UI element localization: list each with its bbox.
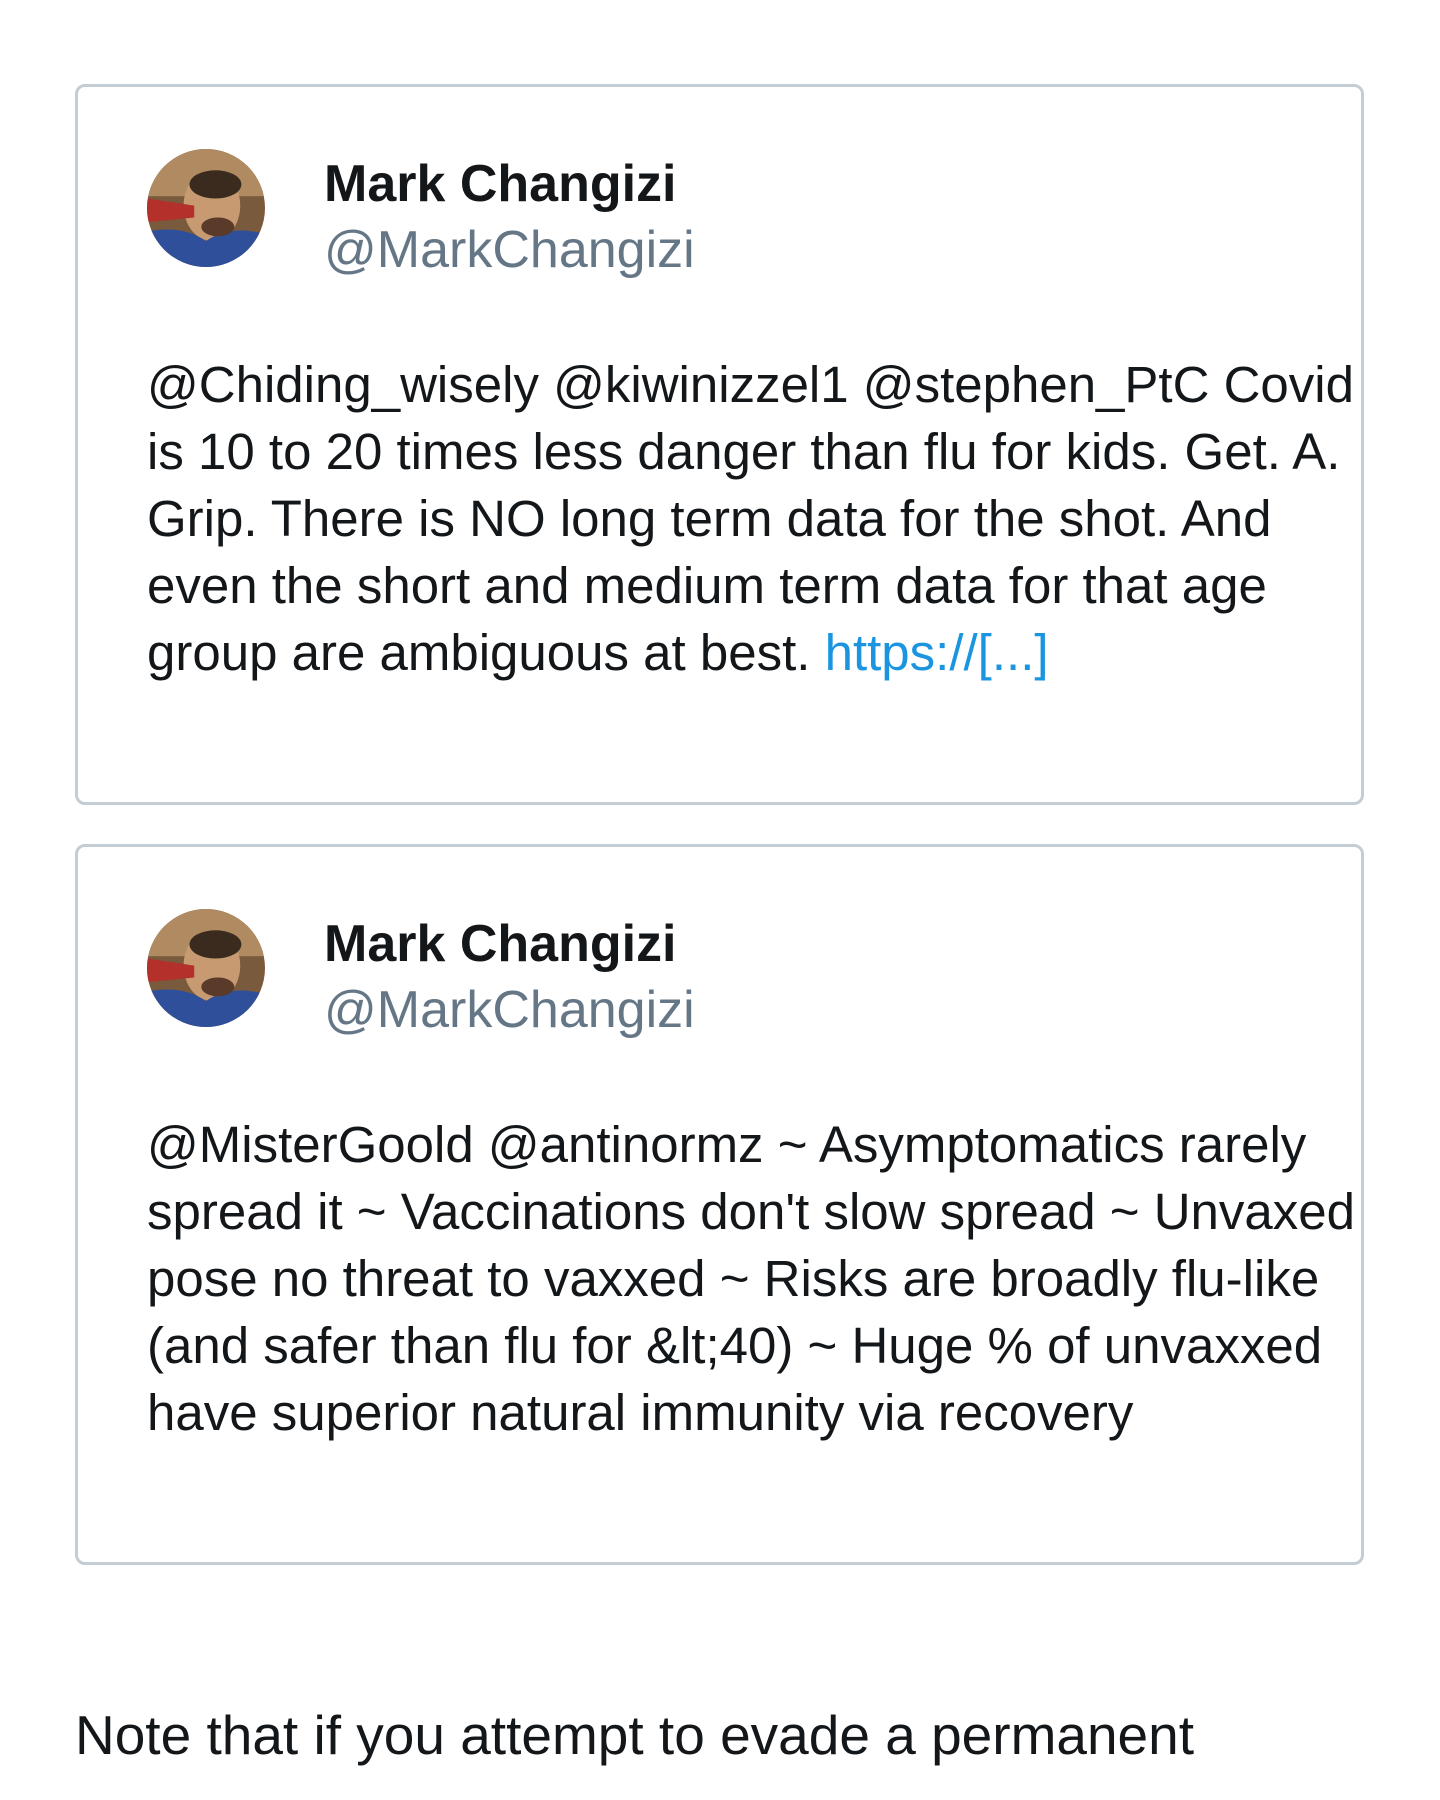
- display-name[interactable]: Mark Changizi: [324, 155, 677, 213]
- tweet-link[interactable]: https://[...]: [824, 624, 1049, 681]
- avatar[interactable]: [147, 909, 265, 1027]
- tweet-body: @Chiding_wisely @kiwinizzel1 @stephen_PtC Covid is 10 to 20 times less danger than flu for kids. Get. A. Grip. There is NO long term data for the shot. And even the short and medium term data for that age group are ambiguous at best.: [147, 356, 1354, 681]
- user-handle[interactable]: @MarkChangizi: [324, 221, 695, 279]
- tweet-author: [324, 913, 695, 1045]
- profile-photo-icon: [147, 909, 265, 1027]
- tweet-body: @MisterGoold @antinormz ~ Asymptomatics rarely spread it ~ Vaccinations don't slow spread ~ Unvaxed pose no threat to vaxxed ~ Risks are broadly flu-like (and safer than flu for &lt;40) ~ Huge % of unvaxxed have superior natural immunity via recovery: [147, 1116, 1355, 1441]
- display-name[interactable]: Mark Changizi: [324, 915, 677, 973]
- tweet-author: [324, 153, 695, 285]
- tweet-card[interactable]: [75, 84, 1364, 805]
- tweet-text: [147, 351, 1367, 686]
- user-handle[interactable]: @MarkChangizi: [324, 981, 695, 1039]
- tweet-card[interactable]: [75, 844, 1364, 1565]
- suspension-notice: Note that if you attempt to evade a permanent: [75, 1704, 1195, 1766]
- avatar[interactable]: [147, 149, 265, 267]
- tweet-text: [147, 1111, 1367, 1446]
- profile-photo-icon: [147, 149, 265, 267]
